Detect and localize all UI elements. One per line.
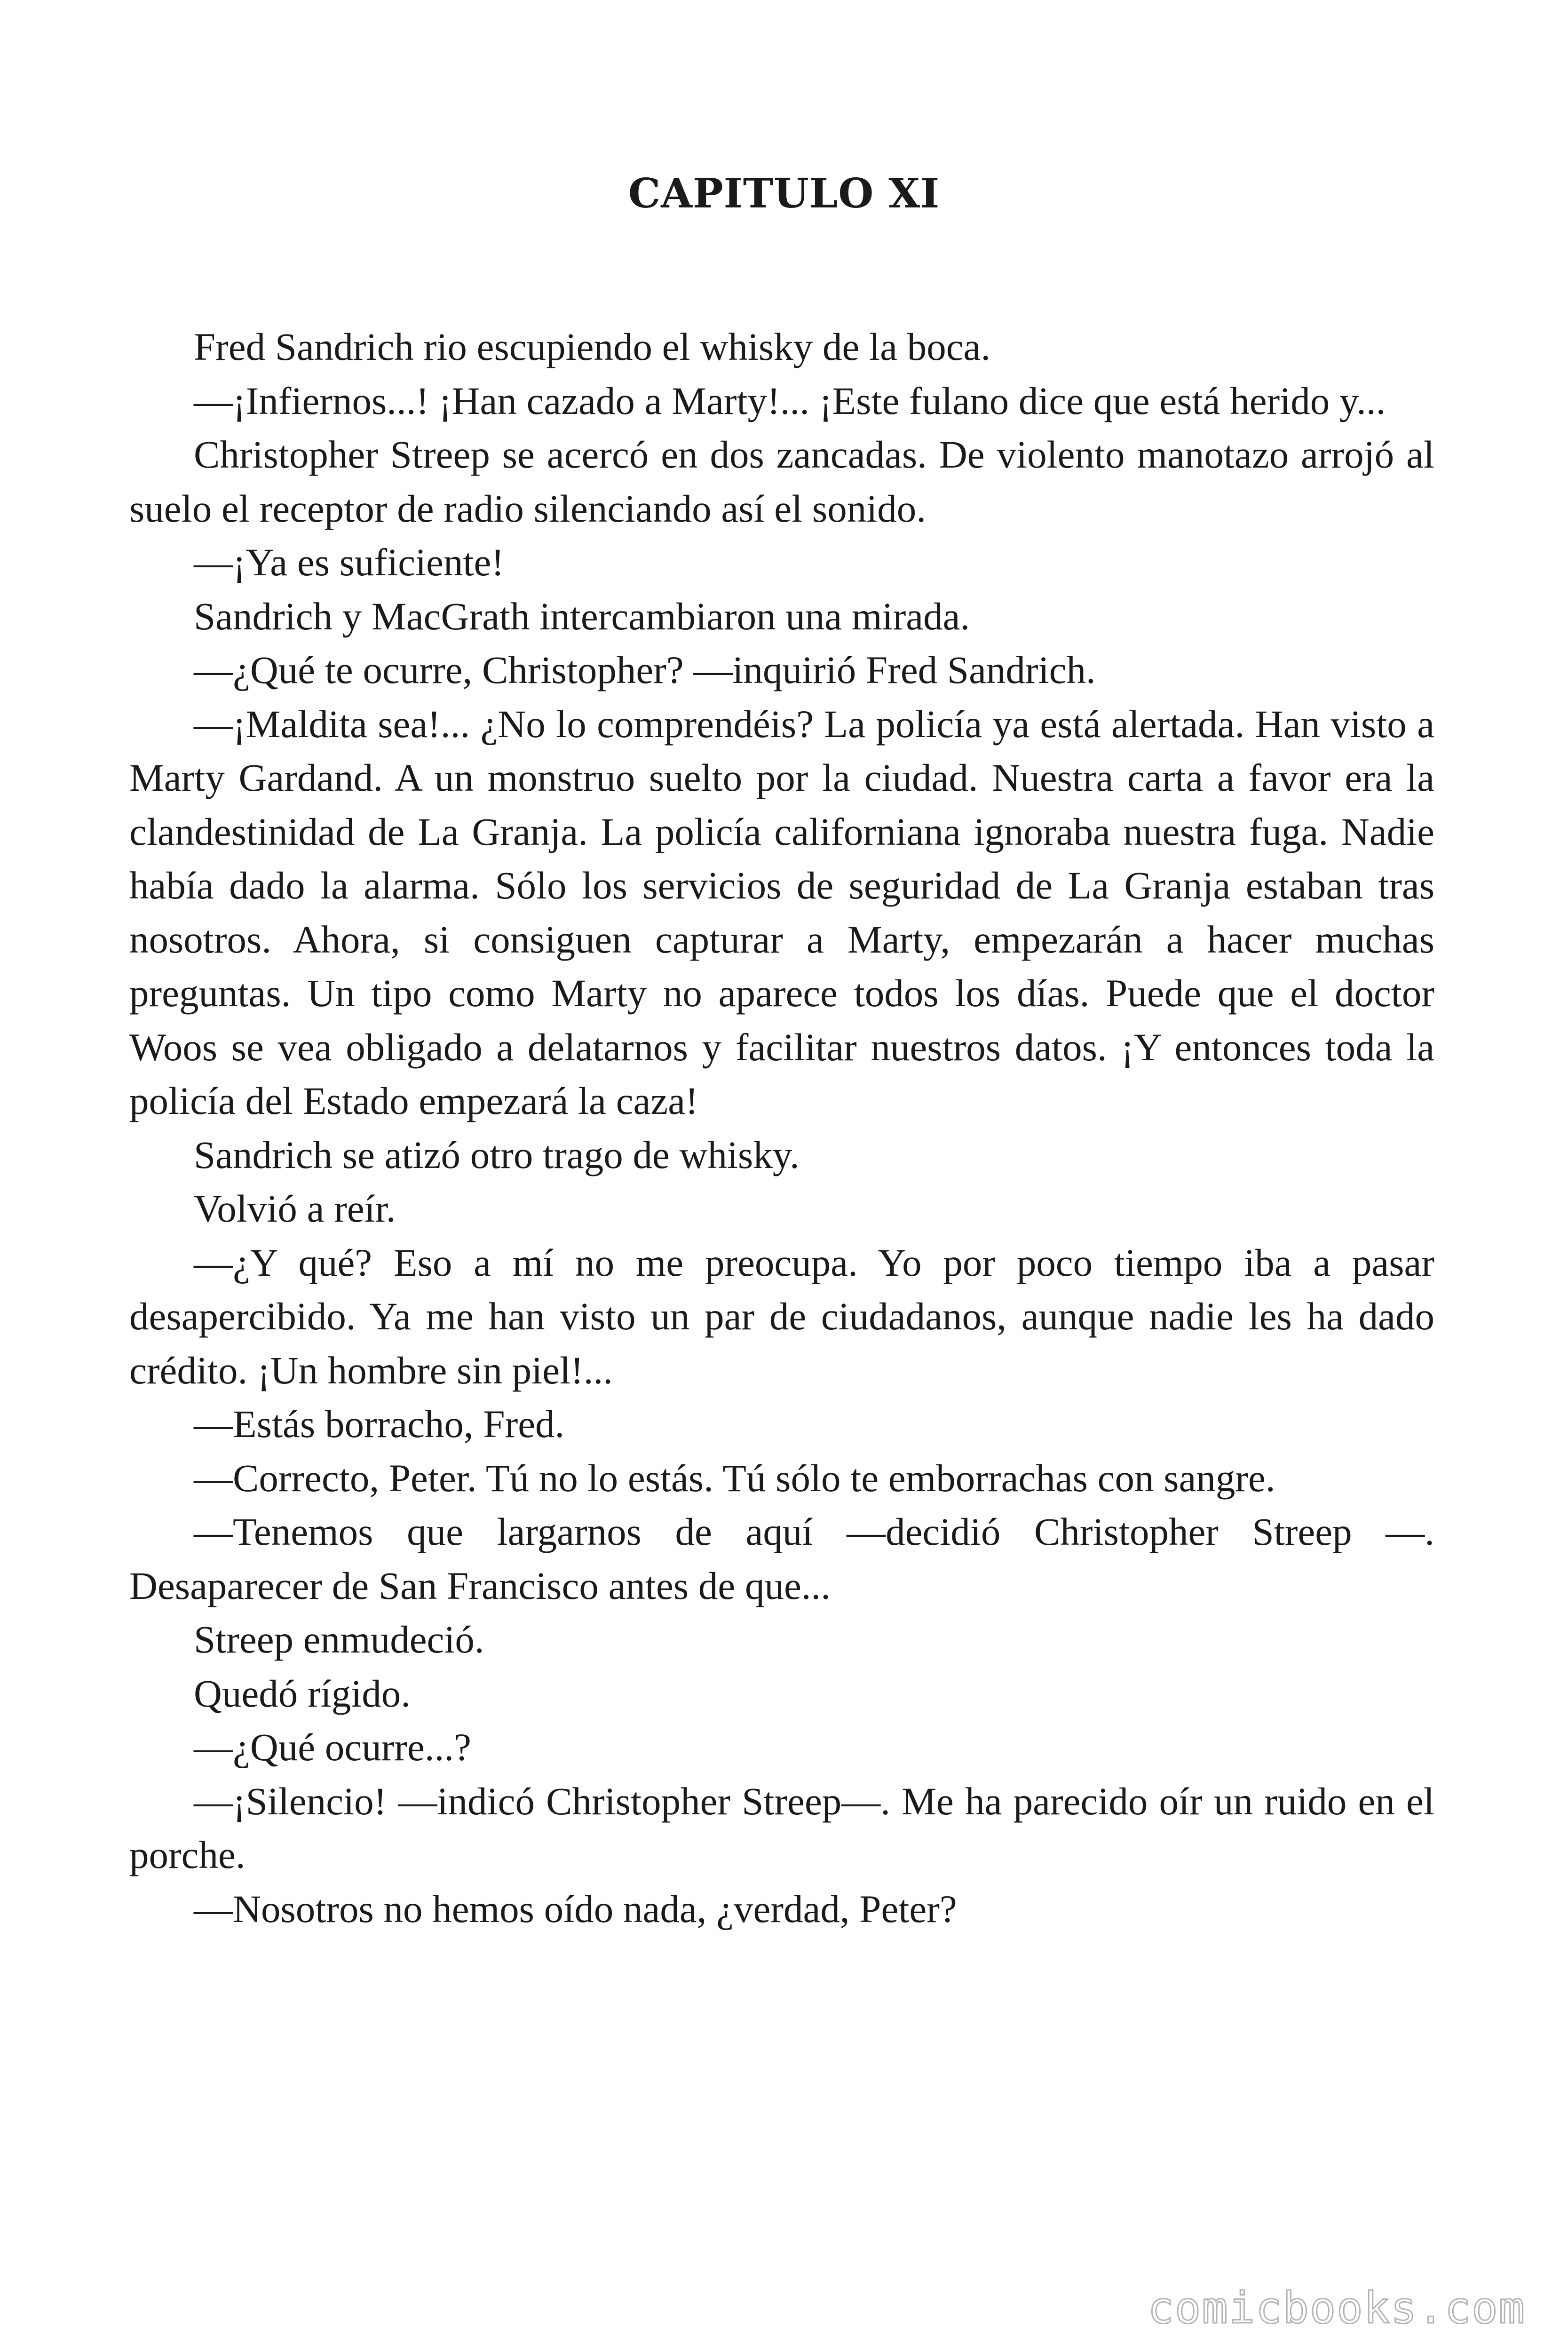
paragraph: Fred Sandrich rio escupiendo el whisky de la boca.	[194, 325, 991, 368]
paragraph: —¿Y qué? Eso a mí no me preocupa. Yo por poco tiempo iba a pasar desapercibido. Ya me han visto un par de ciudadanos, aunque nadie les ha dado crédito. ¡Un hombre sin piel!...	[129, 1240, 1434, 1392]
paragraph: Christopher Streep se acercó en dos zancadas. De violento manotazo arrojó al suelo el receptor de radio silenciando así el sonido.	[129, 433, 1434, 530]
paragraph: —¡Infiernos...! ¡Han cazado a Marty!... ¡Este fulano dice que está herido y...	[194, 379, 1386, 422]
watermark: comicbooks.com	[1148, 2283, 1526, 2333]
paragraph: —¡Silencio! —indicó Christopher Streep—. Me ha parecido oír un ruido en el porche.	[129, 1779, 1434, 1876]
paragraph: —¡Ya es suficiente!	[194, 540, 505, 584]
paragraph: Quedó rígido.	[194, 1671, 411, 1715]
chapter-title: CAPITULO XI	[628, 170, 940, 217]
paragraph: —¡Maldita sea!... ¿No lo comprendéis? La policía ya está alertada. Han visto a Marty Gardand. A un monstruo suelto por la ciudad. Nuestra carta a favor era la clandestinidad de La Granja. La policía californiana ignoraba nuestra fuga. Nadie había dado la alarma. Sólo los servicios de seguridad de La Granja estaban tras nosotros. Ahora, si consiguen capturar a Marty, empezarán a hacer muchas preguntas. Un tipo como Marty no aparece todos los días. Puede que el doctor Woos se vea obligado a delatarnos y facilitar nuestros datos. ¡Y entonces toda la policía del Estado empezará la caza!	[129, 702, 1434, 1122]
paragraph: Sandrich y MacGrath intercambiaron una mirada.	[194, 594, 970, 638]
paragraph: —Tenemos que largarnos de aquí —decidió Christopher Streep —. Desaparecer de San Francisco antes de que...	[129, 1510, 1434, 1607]
paragraph: Streep enmudeció.	[194, 1618, 484, 1661]
paragraph: —Correcto, Peter. Tú no lo estás. Tú sólo te emborrachas con sangre.	[194, 1456, 1275, 1500]
paragraph: —Nosotros no hemos oído nada, ¿verdad, Peter?	[194, 1887, 957, 1931]
paragraph: Sandrich se atizó otro trago de whisky.	[194, 1133, 800, 1176]
paragraph: Volvió a reír.	[194, 1187, 396, 1230]
paragraph: —Estás borracho, Fred.	[194, 1402, 565, 1446]
chapter-body	[129, 320, 1434, 1936]
paragraph: —¿Qué ocurre...?	[194, 1725, 471, 1769]
paragraph: —¿Qué te ocurre, Christopher? —inquirió Fred Sandrich.	[194, 648, 1096, 691]
